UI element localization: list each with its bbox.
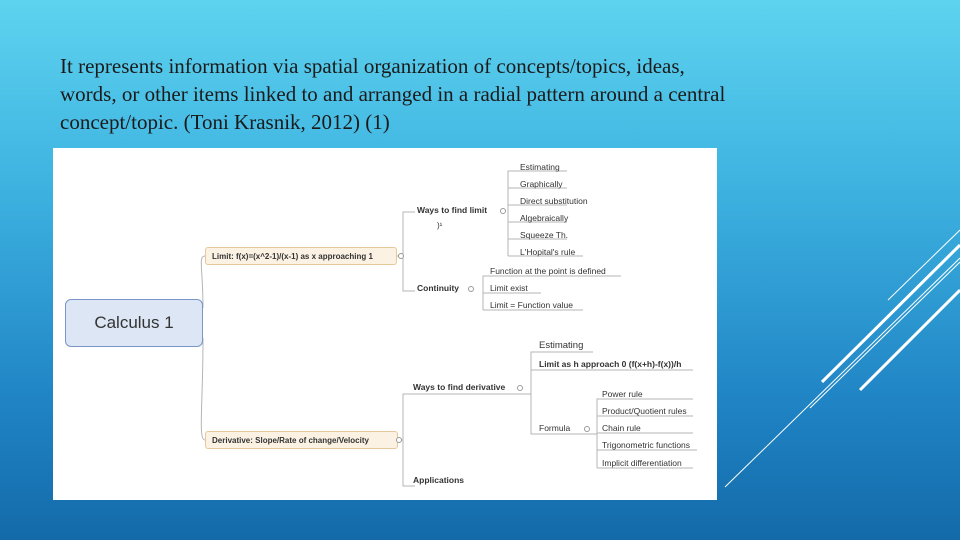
connector-limit-ways: [397, 212, 415, 256]
limit-footnote: )¹: [437, 221, 443, 230]
limit-way-estimating: Estimating: [520, 162, 560, 172]
limit-way-direct-substitution: Direct substitution: [520, 196, 588, 206]
limit-collapse-icon[interactable]: [398, 253, 404, 259]
ways-limit-collapse-icon[interactable]: [500, 208, 506, 214]
continuity-label: Continuity: [417, 283, 460, 293]
derivative-way-estimating: Estimating: [539, 340, 584, 351]
connector-root-limit: [201, 256, 205, 308]
deco-line-thick-1: [822, 245, 960, 382]
formula-implicit-differentiation: Implicit differentiation: [602, 458, 682, 468]
connector-limit-continuity: [403, 256, 415, 291]
continuity-item-limit-exist: Limit exist: [490, 283, 528, 293]
derivative-collapse-icon[interactable]: [396, 437, 402, 443]
limit-topic-node: Limit: f(x)=(x^2-1)/(x-1) as x approaching 1: [205, 247, 397, 265]
applications-label: Applications: [413, 475, 465, 485]
mindmap-image: [53, 148, 717, 500]
derivative-way-limit-definition: Limit as h approach 0 (f(x+h)-f(x))/h: [539, 359, 682, 369]
ways-to-find-derivative-label: Ways to find derivative: [413, 382, 506, 392]
limit-way-algebraically: Algebraically: [520, 213, 569, 223]
ways-derivative-collapse-icon[interactable]: [517, 385, 523, 391]
derivative-topic-node: Derivative: Slope/Rate of change/Velocity: [205, 431, 398, 449]
formula-power-rule: Power rule: [602, 389, 643, 399]
continuity-item-limit-equals: Limit = Function value: [490, 300, 573, 310]
formula-label: Formula: [539, 423, 571, 433]
formula-product-quotient: Product/Quotient rules: [602, 406, 687, 416]
limit-way-squeeze: Squeeze Th.: [520, 230, 569, 240]
slide-caption: It represents information via spatial organization of concepts/topics, ideas, words, or other items linked to and arranged in a radial pattern around a central concept/topic. (Toni Krasnik, 2012) (1): [60, 54, 726, 134]
connector-root-derivative: [201, 338, 205, 440]
continuity-item-defined: Function at the point is defined: [490, 266, 606, 276]
formula-trig-functions: Trigonometric functions: [602, 440, 691, 450]
formula-collapse-icon[interactable]: [584, 426, 590, 432]
formula-chain-rule: Chain rule: [602, 423, 641, 433]
connector-derivative-subtopics: [398, 394, 525, 486]
continuity-collapse-icon[interactable]: [468, 286, 474, 292]
limit-way-lhopital: L'Hopital's rule: [520, 247, 576, 257]
deco-line-thick-2: [860, 290, 960, 390]
deco-line-thin-1: [888, 230, 960, 300]
limit-way-graphically: Graphically: [520, 179, 563, 189]
mindmap-root-node: Calculus 1: [65, 299, 203, 347]
deco-line-thin-2: [810, 262, 960, 408]
deco-line-thin-3: [725, 258, 960, 487]
ways-to-find-limit-label: Ways to find limit: [417, 205, 488, 215]
